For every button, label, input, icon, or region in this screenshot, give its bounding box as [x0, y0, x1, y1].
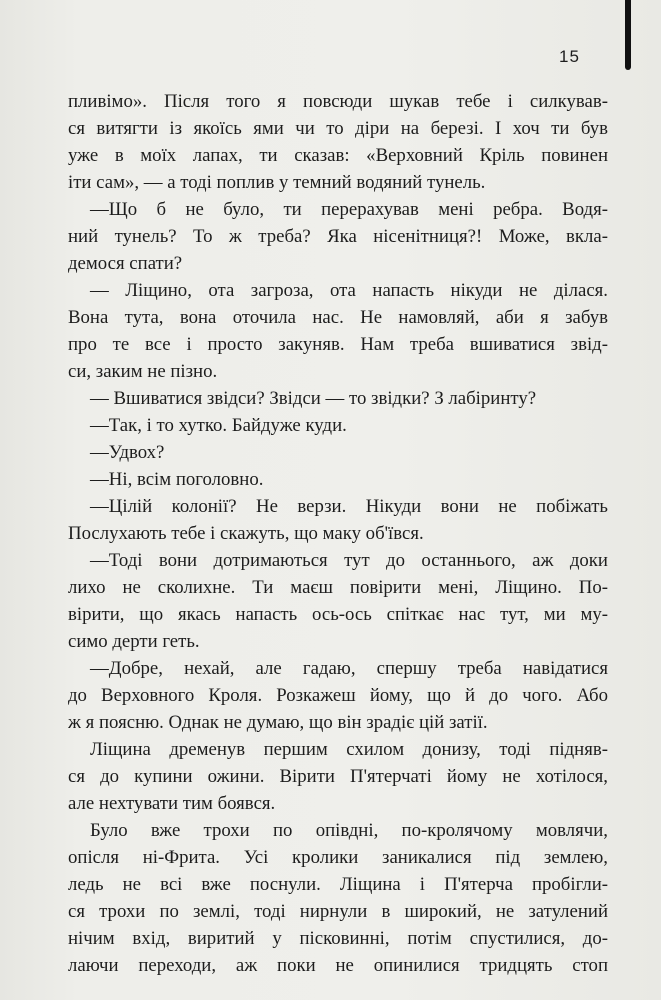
- text-line: — Вшиватися звідси? Звідси — то звідки? З лабіринту?: [90, 388, 537, 409]
- text-line: іти сам», — а тоді поплив у темний водяний тунель.: [68, 172, 486, 193]
- text-line: —Так, і то хутко. Байдуже куди.: [90, 415, 347, 436]
- text-line: —Удвох?: [90, 442, 165, 463]
- text-line: Вона тута, вона оточила нас. Не намовляй, аби я забув: [68, 307, 608, 328]
- text-line: — Ліщино, ота загроза, ота напасть нікуди не ділася.: [90, 280, 608, 301]
- text-line: демося спати?: [68, 253, 183, 274]
- text-line: симо дерти геть.: [68, 631, 200, 652]
- text-line: Було вже трохи по опівдні, по-кролячому мовлячи,: [90, 820, 608, 841]
- text-line: ний тунель? То ж треба? Яка нісенітниця?! Може, вкла-: [68, 226, 608, 247]
- text-line: ледь не всі вже поснули. Ліщина і П'ятерча пробігли-: [68, 874, 608, 895]
- text-line: ся витягти із якоїсь ями чи то діри на березі. І хоч ти був: [68, 118, 608, 139]
- text-line: ся трохи по землі, тоді нирнули в широкий, не затулений: [68, 901, 608, 922]
- text-line: си, заким не пізно.: [68, 361, 218, 382]
- text-line: до Верховного Кроля. Розкажеш йому, що й до чого. Або: [68, 685, 608, 706]
- page-number: 15: [559, 47, 580, 66]
- text-line: —Тоді вони дотримаються тут до останнього, аж доки: [90, 550, 608, 571]
- text-line: —Що б не було, ти перерахував мені ребра. Водя-: [90, 199, 608, 220]
- text-line: —Цілій колонії? Не верзи. Нікуди вони не побіжать: [90, 496, 608, 517]
- text-line: лаючи переходи, аж поки не опинилися тридцять стоп: [68, 955, 608, 976]
- page-edge-mark: [625, 0, 631, 70]
- text-line: нічим вхід, виритий у пісковинні, потім спустилися, до-: [68, 928, 608, 949]
- text-line: лихо не сколихне. Ти маєш повірити мені, Ліщино. По-: [68, 577, 608, 598]
- text-line: ся до купини ожини. Вірити П'ятерчаті йому не хотілося,: [68, 766, 608, 787]
- text-line: —Добре, нехай, але гадаю, спершу треба навідатися: [90, 658, 608, 679]
- text-line: вірити, що якась напасть ось-ось спіткає нас тут, ми му-: [68, 604, 608, 625]
- text-line: пливімо». Після того я повсюди шукав тебе і силкував-: [68, 91, 608, 112]
- text-line: опісля ні-Фрита. Усі кролики заникалися під землею,: [68, 847, 608, 868]
- text-line: Ліщина дременув першим схилом донизу, тоді підняв-: [90, 739, 608, 760]
- text-line: —Ні, всім поголовно.: [90, 469, 264, 490]
- text-line: уже в моїх лапах, ти сказав: «Верховний Кріль повинен: [68, 145, 608, 166]
- text-line: ж я поясню. Однак не думаю, що він зрадіє цій затії.: [68, 712, 488, 733]
- text-line: про те все і просто закуняв. Нам треба вшиватися звід-: [68, 334, 608, 355]
- body-text: [68, 88, 608, 979]
- text-line: Послухають тебе і скажуть, що маку об'ївся.: [68, 523, 424, 544]
- text-line: але нехтувати тим боявся.: [68, 793, 276, 814]
